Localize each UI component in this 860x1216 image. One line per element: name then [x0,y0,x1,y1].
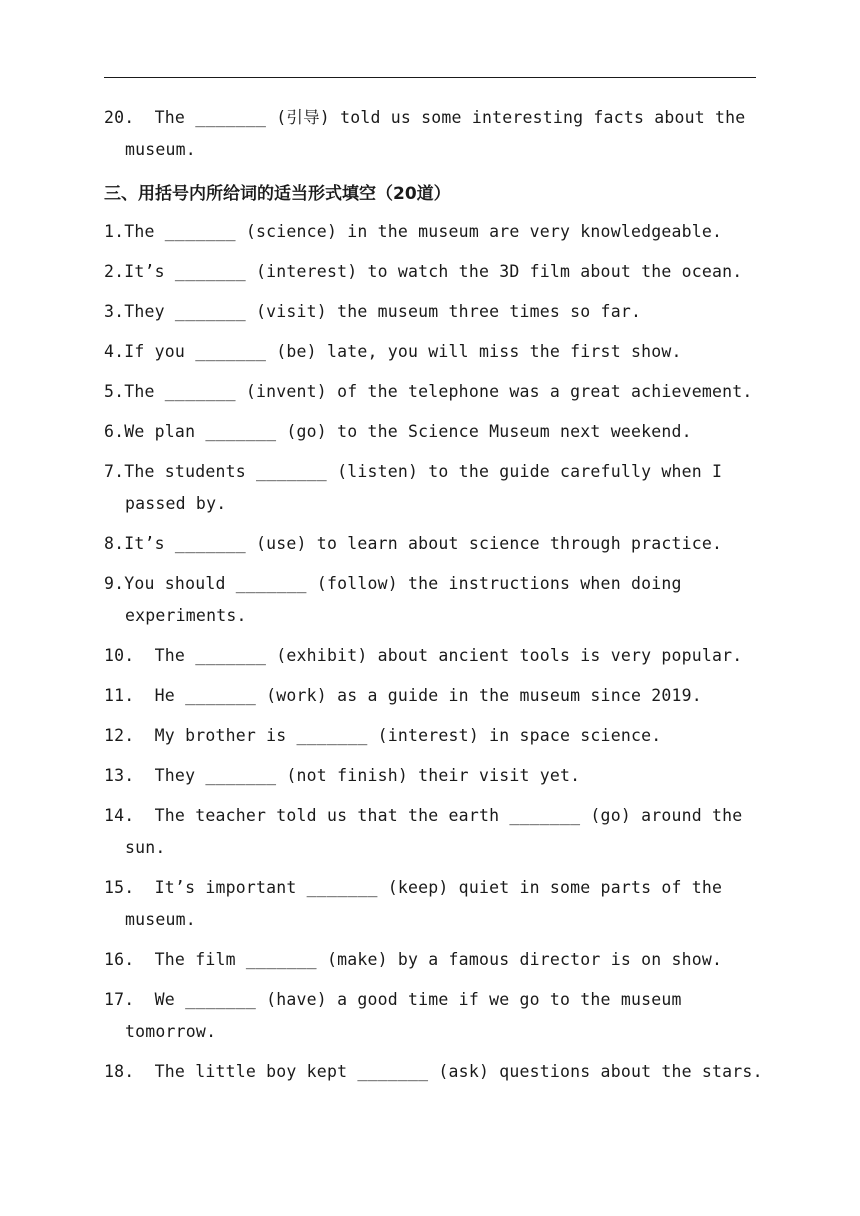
section-3-heading: 三、用括号内所给词的适当形式填空（20道） [104,184,451,204]
question-10: 10. The _______ (exhibit) about ancient tools is very popular. [104,646,743,665]
question-11: 11. He _______ (work) as a guide in the museum since 2019. [104,686,702,705]
question-3: 3.They _______ (visit) the museum three times so far. [104,302,642,321]
question-8: 8.It’s _______ (use) to learn about science through practice. [104,534,723,553]
question-20-prev: 20. The _______ (引导) told us some interesting facts about the museum. [104,108,756,159]
question-15: 15. It’s important _______ (keep) quiet in some parts of the museum. [104,878,733,929]
question-4: 4.If you _______ (be) late, you will miss the first show. [104,342,682,361]
question-9: 9.You should _______ (follow) the instructions when doing experiments. [104,574,692,625]
question-18: 18. The little boy kept _______ (ask) questions about the stars. [104,1062,763,1081]
question-2: 2.It’s _______ (interest) to watch the 3D film about the ocean. [104,262,743,281]
question-12: 12. My brother is _______ (interest) in space science. [104,726,662,745]
header-rule [104,77,756,78]
question-5: 5.The _______ (invent) of the telephone was a great achievement. [104,382,753,401]
question-17: 17. We _______ (have) a good time if we go to the museum tomorrow. [104,990,692,1041]
question-16: 16. The film _______ (make) by a famous director is on show. [104,950,723,969]
question-14: 14. The teacher told us that the earth _______ (go) around the sun. [104,806,753,857]
question-13: 13. They _______ (not finish) their visit yet. [104,766,581,785]
question-1: 1.The _______ (science) in the museum are very knowledgeable. [104,222,723,241]
question-7: 7.The students _______ (listen) to the guide carefully when I passed by. [104,462,733,513]
document-body [104,102,764,1096]
question-6: 6.We plan _______ (go) to the Science Museum next weekend. [104,422,692,441]
